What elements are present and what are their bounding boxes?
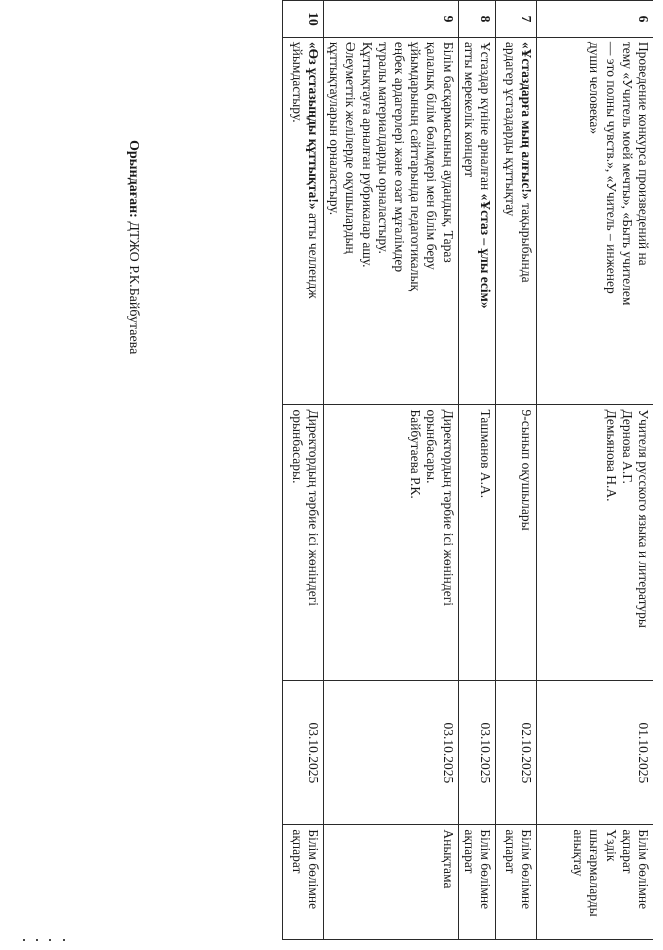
responsible-line: 9-сынып оқушылары: [519, 409, 534, 531]
event-line: [477, 42, 493, 401]
event-line: Құттықтауға арналған рубрикалар ашу.: [359, 41, 375, 268]
event-cell: [537, 37, 654, 405]
event-cell: [496, 37, 537, 405]
form-line: Білім бөлімне: [519, 829, 534, 910]
form-line: ақпарат: [461, 829, 477, 874]
date-cell: 03.10.2025: [324, 681, 459, 825]
responsible-line: Директордың тәрбие ісі жөніндегі: [306, 409, 322, 606]
form-cell: [496, 825, 537, 940]
scan-dots: [10, 935, 65, 945]
event-line: Проведение конкурса произведений на: [636, 41, 651, 266]
form-line: ақпарат: [502, 829, 518, 874]
responsible-line: орынбасары.: [424, 409, 440, 484]
event-line: души человека»: [587, 41, 603, 135]
date-cell: 03.10.2025: [458, 681, 495, 825]
event-line: Әлеуметтік желілерде оқушылардың: [343, 41, 359, 254]
date-cell: 03.10.2025: [283, 681, 324, 825]
event-line: қалалық білім бөлімдері мен білім беру: [424, 41, 440, 270]
form-line: Білім бөлімне: [636, 829, 651, 910]
date-cell: 02.10.2025: [496, 681, 537, 825]
row-number: 8: [458, 1, 495, 38]
event-cell: [283, 37, 324, 405]
responsible-line: Демьянова Н.А.: [603, 409, 619, 502]
event-title: «Өз ұстазыңды құттықта!»: [306, 41, 322, 210]
table-row: [324, 1, 459, 940]
responsible-cell: [324, 405, 459, 681]
date-cell: 01.10.2025: [537, 681, 654, 825]
row-number: 6: [537, 1, 654, 38]
event-line: құттықтауларын орналастыру.: [327, 41, 343, 216]
event-line: ардагер ұстаздарды құттықтау: [502, 41, 518, 217]
form-cell: [537, 825, 654, 940]
event-cell: [458, 37, 495, 405]
event-text: Ұстаздар күніне арналған: [478, 41, 493, 194]
responsible-cell: [283, 405, 324, 681]
event-cell: [324, 37, 459, 405]
responsible-line: Учителя русского языка и литературы: [636, 409, 651, 628]
form-cell: [458, 825, 495, 940]
table-row: [458, 1, 495, 940]
form-line: Анықтама: [440, 829, 456, 889]
responsible-line: орынбасары.: [289, 409, 305, 484]
event-line: еңбек ардагерлері және озат мұғалімдер: [392, 41, 408, 273]
responsible-line: Директордың тәрбие ісі жөніндегі: [440, 409, 456, 606]
responsible-cell: [458, 405, 495, 681]
table-row: [537, 1, 654, 940]
responsible-cell: [496, 405, 537, 681]
form-cell: [283, 825, 324, 940]
form-line: ақпарат: [289, 829, 305, 874]
event-line: атты мерекелік концерт: [461, 41, 477, 178]
event-line: [305, 42, 321, 401]
event-line: туралы материалдарды орналастыру.: [375, 41, 391, 254]
responsible-line: Ташманов А.А.: [478, 409, 493, 499]
row-number: 9: [324, 1, 459, 38]
responsible-line: Дернова А.Г.: [619, 409, 635, 484]
event-line: — это полны чувств.», «Учитель – инженер: [603, 41, 619, 294]
table-row: [496, 1, 537, 940]
event-text: тақырыбында: [519, 199, 534, 283]
event-line: Білім басқармасының аудандық, Тараз: [440, 41, 456, 263]
table-row: [283, 1, 324, 940]
row-number: 10: [283, 1, 324, 38]
event-line: [518, 42, 534, 401]
responsible-cell: [537, 405, 654, 681]
event-plan-table: [282, 0, 653, 940]
event-line: ұйымдарының сайттарында педагогикалық: [408, 41, 424, 292]
event-title: «Ұстаздарға мың алғыс!»: [519, 41, 534, 200]
form-line: Үздік: [603, 829, 619, 862]
form-line: Білім бөлімне: [478, 829, 493, 910]
form-cell: [324, 825, 459, 940]
form-line: Білім бөлімне: [306, 829, 322, 910]
responsible-line: Байбутаева Р.К.: [408, 409, 424, 499]
event-line: тему «Учитель моей мечты», «Быть учителем: [619, 41, 635, 306]
form-line: шығармаларды: [587, 829, 603, 917]
signature-line: [125, 140, 141, 354]
form-line: анықтау: [571, 829, 587, 877]
event-line: ұйымдастыру.: [289, 41, 305, 123]
row-number: 7: [496, 1, 537, 38]
event-title: «Ұстаз – ұлы есім»: [478, 193, 493, 309]
signature-value: ДТЖО Р.К.Байбутаева: [126, 221, 141, 355]
event-text: атты челлендж: [306, 209, 322, 299]
signature-label: Орындаған:: [126, 140, 141, 218]
form-line: ақпарат: [619, 829, 635, 874]
